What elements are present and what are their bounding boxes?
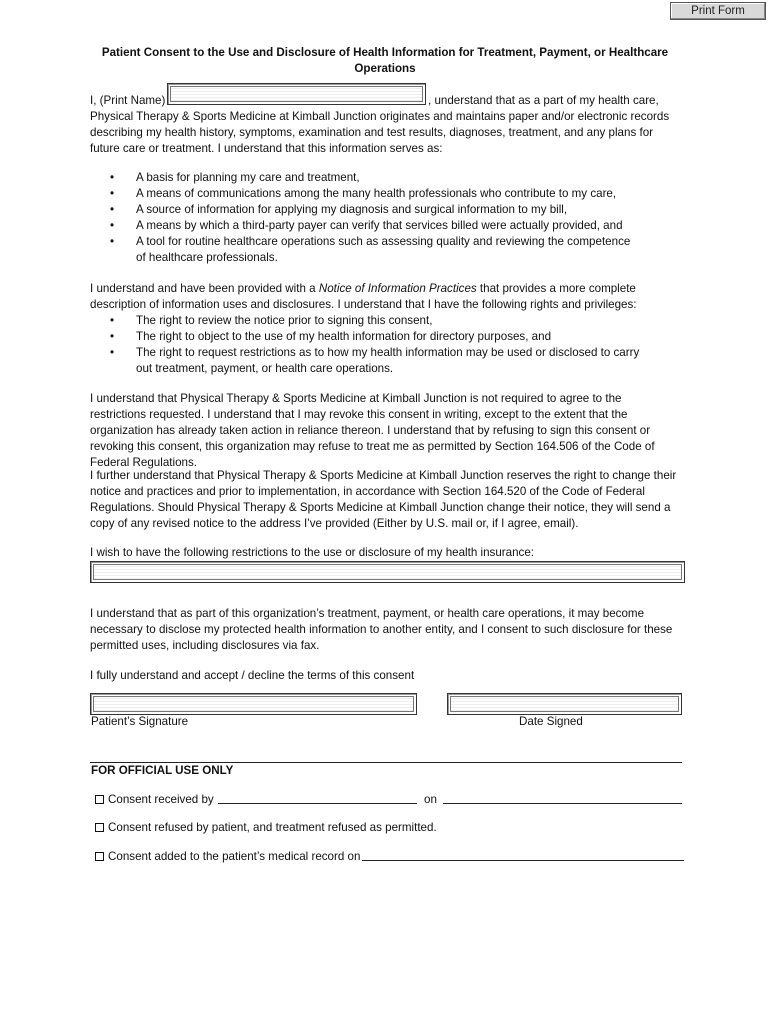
list-item: • A means of communications among the many health professionals who contribute to my care, bbox=[136, 186, 696, 202]
signature-input[interactable] bbox=[93, 696, 414, 712]
consent-added-label: Consent added to the patient’s medical record on bbox=[108, 850, 361, 863]
page-title: Patient Consent to the Use and Disclosure of Health Information for Treatment, Payment, or Healthcare Operations bbox=[101, 46, 669, 75]
date-signed-field[interactable] bbox=[447, 693, 682, 715]
notice-text-after: that provides a more complete description of information uses and disclosures. I understand that I have the following rights and privileges: bbox=[90, 282, 637, 311]
on-label: on bbox=[424, 793, 437, 806]
print-name-input[interactable] bbox=[170, 86, 423, 102]
record-date-line[interactable] bbox=[362, 860, 684, 861]
list-item: • The right to review the notice prior to signing this consent, bbox=[136, 313, 696, 329]
date-signed-input[interactable] bbox=[450, 696, 679, 712]
restrictions-paragraph: I understand that Physical Therapy & Sports Medicine at Kimball Junction is not required to agree to the restrictions requested. I understand that I may revoke this consent in writing, except to the extent that the organization has already taken action in reliance thereon. I understand that by refusing to sign this consent or revoking this consent, this organization may refuse to treat me as permitted by Section 164.506 of the Code of Federal Regulations. bbox=[90, 392, 655, 469]
rights-list bbox=[110, 313, 696, 377]
signature-label: Patient’s Signature bbox=[91, 715, 189, 728]
consent-added-row bbox=[95, 849, 360, 865]
print-name-label: I, (Print Name) bbox=[90, 94, 166, 107]
accept-label: I fully understand and accept / decline the terms of this consent bbox=[90, 669, 415, 682]
intro-suffix: , understand that as a part of my health care, bbox=[428, 94, 659, 107]
consent-refused-row bbox=[95, 820, 437, 836]
consent-refused-checkbox[interactable] bbox=[95, 823, 104, 832]
serves-as-list bbox=[110, 170, 696, 266]
consent-refused-label: Consent refused by patient, and treatment refused as permitted. bbox=[108, 821, 437, 834]
received-by-line[interactable] bbox=[218, 803, 417, 804]
list-item: • The right to object to the use of my health information for directory purposes, and bbox=[136, 329, 696, 345]
official-use-heading: FOR OFFICIAL USE ONLY bbox=[91, 764, 234, 777]
notice-change-paragraph: I further understand that Physical Therapy & Sports Medicine at Kimball Junction reserves the right to change their notice and practices and prior to implementation, in accordance with Section 164.520 of the Code of Federal Regulations. Should Physical Therapy & Sports Medicine at Kimball Junction change their notice, they will send a copy of any revised notice to the address I’ve provided (Either by U.S. mail or, if I agree, email). bbox=[90, 469, 677, 530]
date-signed-label: Date Signed bbox=[519, 715, 583, 728]
print-name-field[interactable] bbox=[167, 83, 426, 105]
restrictions-label: I wish to have the following restrictions to the use or disclosure of my health insurance: bbox=[90, 546, 535, 559]
consent-received-row bbox=[95, 792, 214, 808]
intro-paragraph: Physical Therapy & Sports Medicine at Kimball Junction originates and maintains paper and/or electronic records describing my health history, symptoms, examination and test results, diagnoses, treatment, and any plans for future care or treatment. I understand that this information serves as: bbox=[90, 110, 670, 155]
notice-text-before: I understand and have been provided with a bbox=[90, 282, 319, 295]
restrictions-input[interactable] bbox=[93, 564, 682, 580]
list-item: • The right to request restrictions as to how my health information may be used or disclosed to carry out treatment, payment, or health care operations. bbox=[136, 345, 656, 377]
consent-added-checkbox[interactable] bbox=[95, 852, 104, 861]
received-on-line[interactable] bbox=[443, 803, 682, 804]
signature-field[interactable] bbox=[90, 693, 417, 715]
disclosure-paragraph: I understand that as part of this organization’s treatment, payment, or health care operations, it may become necessary to disclose my protected health information to another entity, and I consent to such disclosure for these permitted uses, including disclosures via fax. bbox=[90, 607, 673, 652]
restrictions-field[interactable] bbox=[90, 561, 685, 583]
list-item: • A means by which a third-party payer can verify that services billed were actually provided, and bbox=[136, 218, 696, 234]
consent-received-checkbox[interactable] bbox=[95, 795, 104, 804]
notice-title: Notice of Information Practices bbox=[318, 282, 477, 295]
list-item: • A source of information for applying my diagnosis and surgical information to my bill, bbox=[136, 202, 696, 218]
notice-paragraph bbox=[90, 281, 660, 313]
list-item: • A tool for routine healthcare operations such as assessing quality and reviewing the competence of healthcare professionals. bbox=[136, 234, 636, 266]
print-form-button[interactable]: Print Form bbox=[670, 2, 766, 20]
consent-received-label: Consent received by bbox=[108, 793, 214, 806]
list-item: • A basis for planning my care and treatment, bbox=[136, 170, 696, 186]
